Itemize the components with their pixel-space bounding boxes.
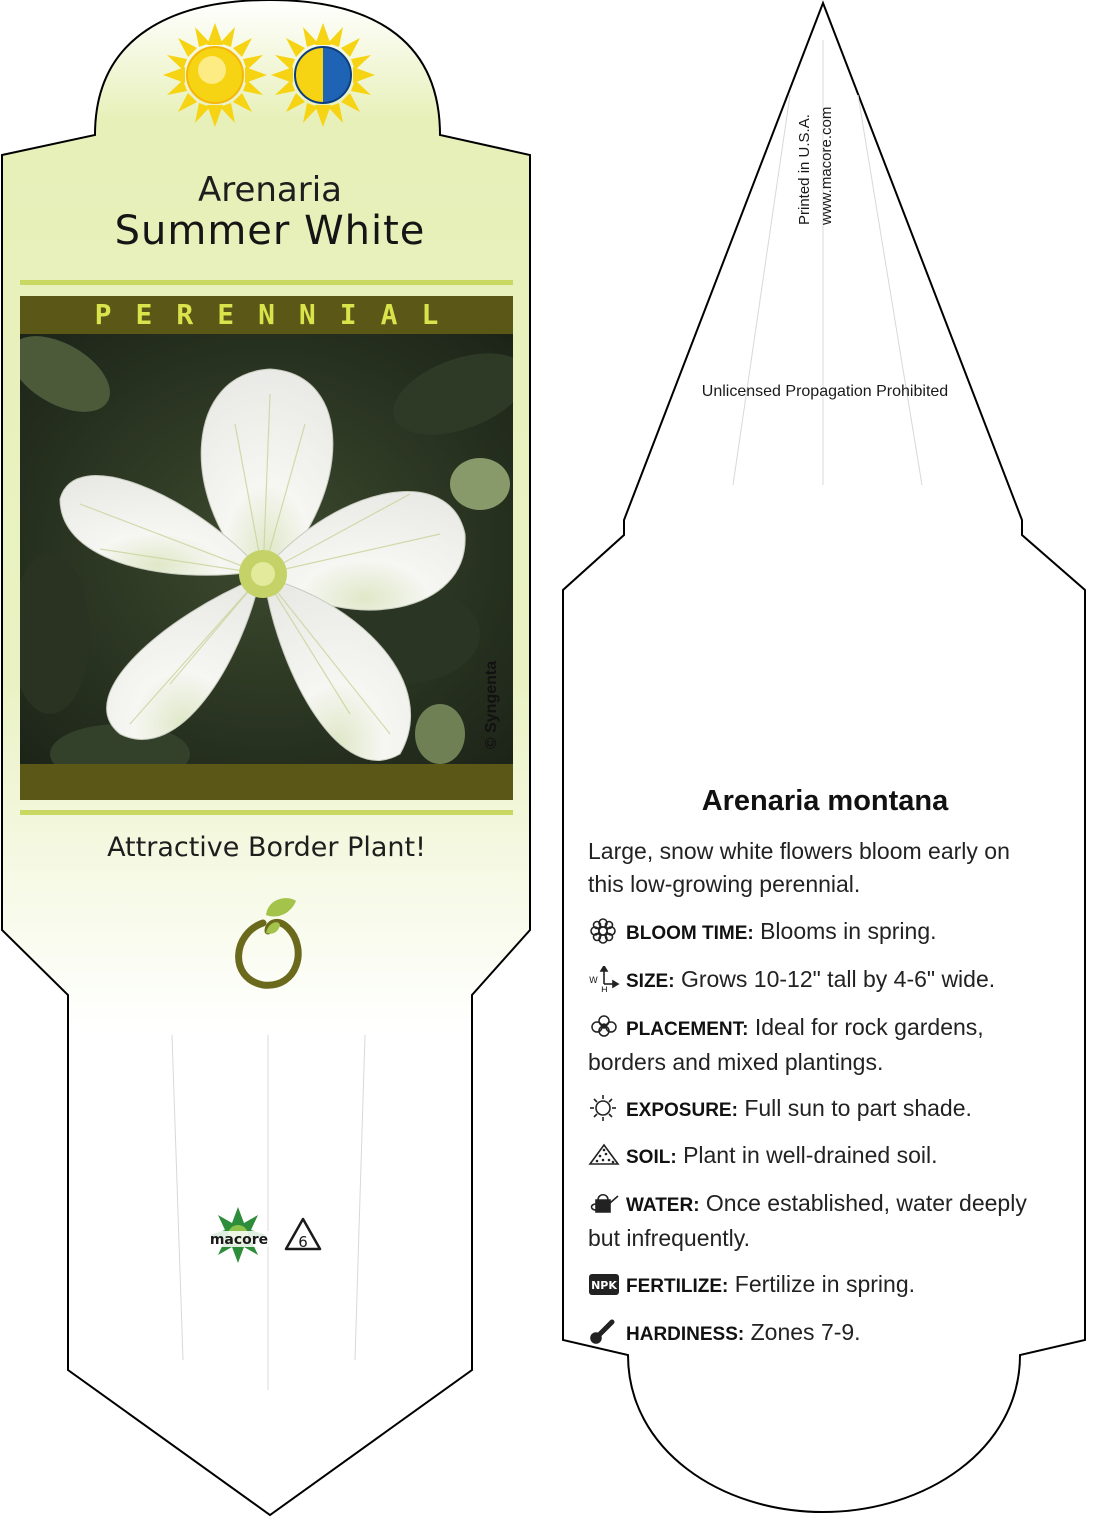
part-shade-icon xyxy=(268,20,378,130)
printed-info xyxy=(790,60,860,230)
flower-photo xyxy=(20,334,513,764)
genus-name: Arenaria xyxy=(197,170,343,210)
flower-icon xyxy=(588,918,620,944)
svg-text:H: H xyxy=(601,986,608,992)
care-placement: PLACEMENT: Ideal for rock gardens, borders and mixed plantings. xyxy=(588,1014,984,1075)
unlicensed-notice: Unlicensed Propagation Prohibited xyxy=(701,383,949,400)
care-soil: SOIL: Plant in well-drained soil. xyxy=(588,1139,1048,1174)
thermometer-icon xyxy=(588,1319,620,1345)
species-name: Arenaria montana xyxy=(701,785,949,817)
care-hardiness: HARDINESS: Zones 7-9. xyxy=(588,1316,1048,1351)
description: Large, snow white flowers bloom early on this low-growing perennial. xyxy=(588,838,1010,897)
sun-outline-icon xyxy=(588,1095,620,1121)
category-label: PERENNIAL xyxy=(94,298,463,331)
brand-name: macore xyxy=(209,1232,269,1248)
printed-in: Printed in U.S.A. xyxy=(796,114,813,225)
care-exposure: EXPOSURE: Full sun to part shade. xyxy=(588,1092,1048,1127)
placement-icon xyxy=(588,1014,620,1040)
macore-brand-logo xyxy=(204,1205,274,1267)
care-water: WATER: Once established, water deeply but infrequently. xyxy=(588,1190,1027,1251)
soil-icon xyxy=(588,1142,620,1168)
stripe-bottom xyxy=(20,810,513,815)
care-bloom-time: BLOOM TIME: Blooms in spring. xyxy=(588,915,1048,950)
care-size: W H SIZE: Grows 10-12" tall by 4-6" wide. xyxy=(588,963,1048,998)
photo-credit: © Syngenta xyxy=(483,660,500,750)
variety-name: Summer White xyxy=(114,208,426,254)
size-icon xyxy=(588,966,620,992)
website: www.macore.com xyxy=(818,106,835,225)
care-fertilize: NPK FERTILIZE: Fertilize in spring. xyxy=(588,1268,1048,1303)
bottom-band xyxy=(20,764,513,800)
recycle-code: 6 xyxy=(298,1233,308,1251)
full-sun-icon xyxy=(160,20,270,130)
watering-can-icon xyxy=(588,1190,620,1216)
stripe-top xyxy=(20,280,513,285)
npk-icon xyxy=(588,1271,620,1297)
recycle-icon xyxy=(282,1215,324,1257)
svg-text:NPK: NPK xyxy=(591,1279,617,1292)
tagline: Attractive Border Plant! xyxy=(107,832,426,863)
svg-text:W: W xyxy=(589,976,598,986)
macore-swirl-logo xyxy=(228,893,308,993)
